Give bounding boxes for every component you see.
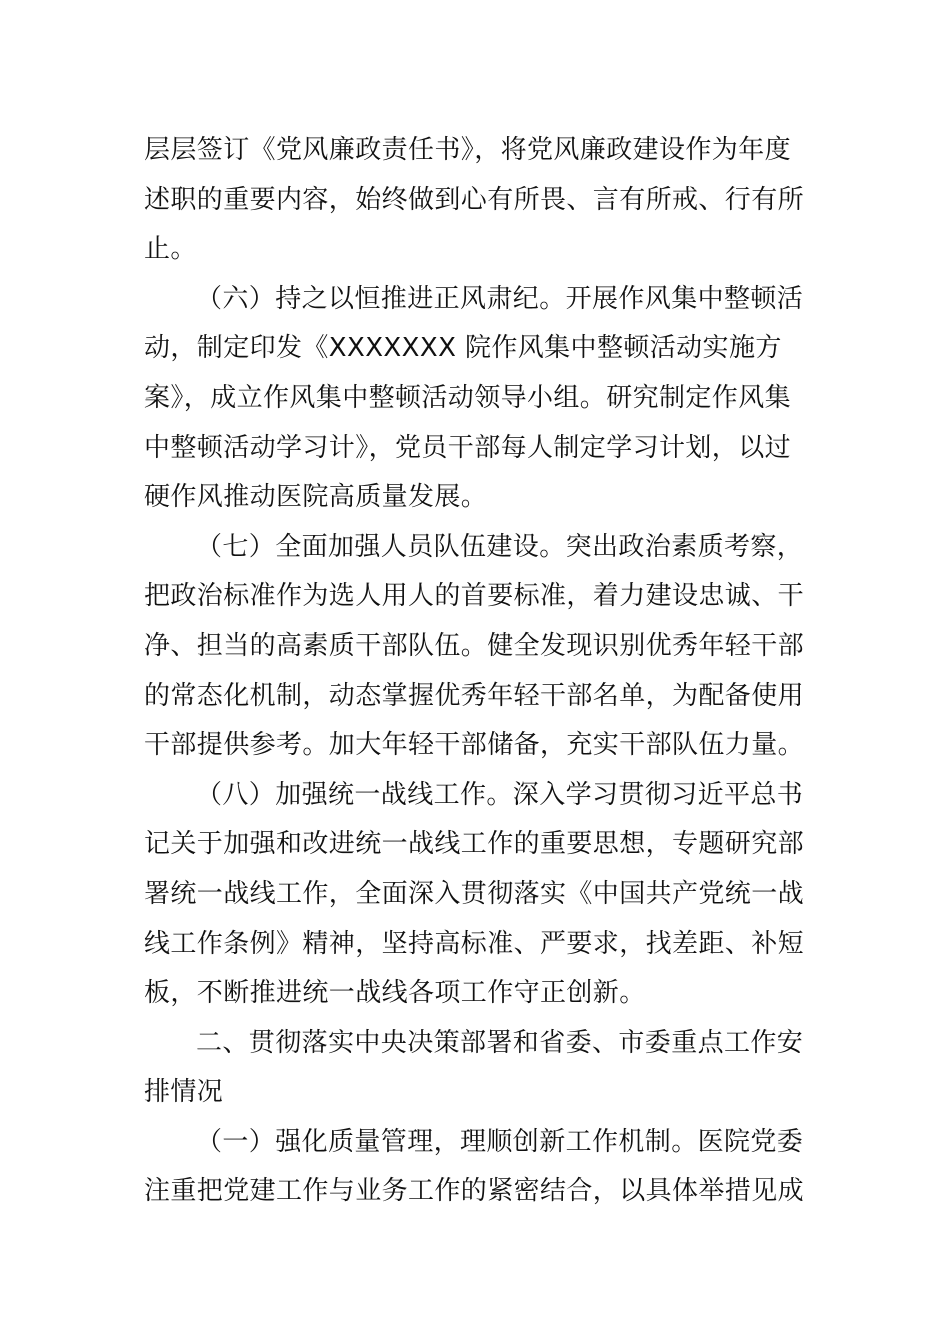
text-line: 层层签订《党风廉政责任书》，将党风廉政建设作为年度 — [144, 135, 792, 165]
text-line: 记关于加强和改进统一战线工作的重要思想，专题研究部 — [144, 829, 805, 860]
text-line: 注重把党建工作与业务工作的紧密结合，以具体举措见成 — [144, 1176, 805, 1207]
text-line: 案》，成立作风集中整顿活动领导小组。研究制定作风集 — [144, 382, 792, 413]
text-line: 板，不断推进统一战线各项工作守正创新。 — [144, 978, 646, 1009]
text-line: 干部提供参考。加大年轻干部储备，充实干部队伍力量。 — [144, 730, 805, 761]
section-heading-line: （一）强化质量管理，理顺创新工作机制。医院党委 — [196, 1126, 804, 1157]
text-line: 中整顿活动学习计》，党员干部每人制定学习计划，以过 — [144, 432, 792, 463]
text-line: 硬作风推动医院高质量发展。 — [144, 482, 488, 513]
text-line: 净、担当的高素质干部队伍。健全发现识别优秀年轻干部 — [144, 630, 805, 661]
text-line: 排情况 — [144, 1077, 224, 1108]
text-line: 署统一战线工作，全面深入贯彻落实《中国共产党统一战 — [144, 878, 805, 909]
section-heading-line: （六）持之以恒推进正风肃纪。开展作风集中整顿活 — [196, 283, 804, 314]
section-heading-line: （七）全面加强人员队伍建设。突出政治素质考察， — [196, 531, 804, 562]
text-line: 止。 — [144, 234, 197, 265]
text-line: 述职的重要内容，始终做到心有所畏、言有所戒、行有所 — [144, 184, 805, 215]
text-line: 把政治标准作为选人用人的首要标准，着力建设忠诚、干 — [144, 581, 805, 612]
document-body — [144, 126, 805, 1217]
text-line: 动，制定印发《XXXXXXX 院作风集中整顿活动实施方 — [144, 333, 782, 364]
chapter-heading-line: 二、贯彻落实中央决策部署和省委、市委重点工作安 — [196, 1027, 804, 1058]
text-line: 的常态化机制，动态掌握优秀年轻干部名单，为配备使用 — [144, 680, 805, 711]
text-line: 线工作条例》精神，坚持高标准、严要求，找差距、补短 — [144, 928, 805, 959]
section-heading-line: （八）加强统一战线工作。深入学习贯彻习近平总书 — [196, 779, 804, 810]
